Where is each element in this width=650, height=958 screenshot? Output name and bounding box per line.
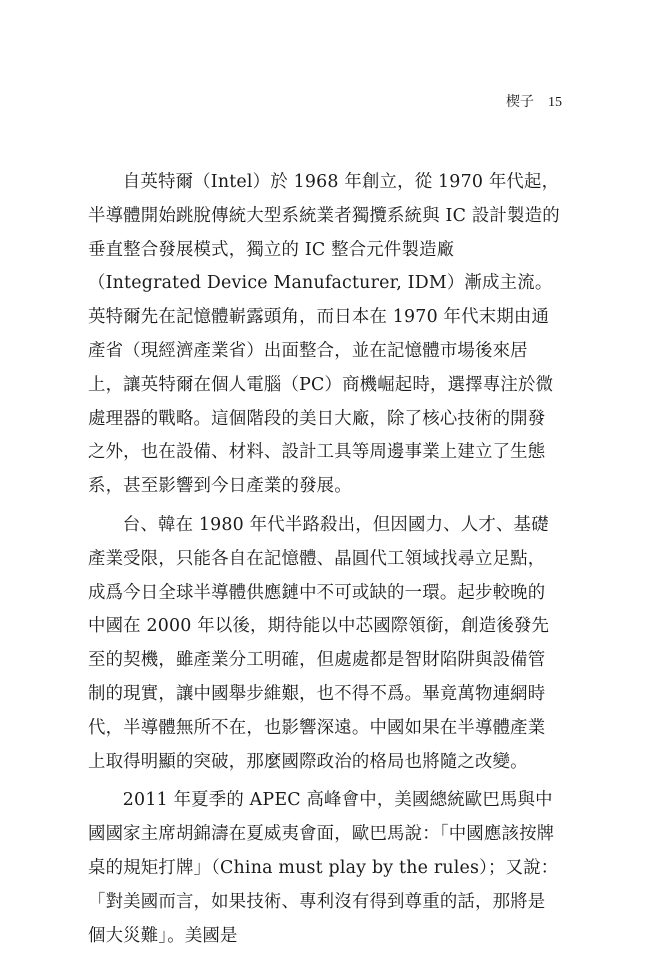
chapter-title: 楔子 bbox=[506, 94, 534, 110]
paragraph-2: 台、韓在 1980 年代半路殺出，但因國力、人才、基礎產業受限，只能各自在記憶體、晶圓代工領域找尋立足點，成爲今日全球半導體供應鏈中不可或缺的一環。起步較晚的中國在 2000 年以後，期待能以中芯國際領銜，創造後發先至的契機，雖產業分工明確，但處處都是智財陷阱與設備管制的現實，讓中國舉步維艱，也不得不爲。畢竟萬物連網時代，半導體無所不在，也影響深遠。中國如果在半導體產業上取得明顯的突破，那麼國際政治的格局也將隨之改變。 bbox=[88, 514, 550, 772]
paragraph-1: 自英特爾（Intel）於 1968 年創立，從 1970 年代起，半導體開始跳脫傳統大型系統業者獨攬系統與 IC 設計製造的垂直整合發展模式，獨立的 IC 整合元件製造廠（Integrated Device Manufacturer, IDM）漸成主流。英特爾先在記憶體嶄露頭角，而日本在 1970 年代末期由通產省（現經濟產業省）出面整合，並在記憶體市場後來居上，讓英特爾在個人電腦（PC）商機崛起時，選擇專注於微處理器的戰略。這個階段的美日大廠，除了核心技術的開發之外，也在設備、材料、設計工具等周邊事業上建立了生態系，甚至影響到今日產業的發展。 bbox=[88, 172, 560, 497]
paragraph-3: 2011 年夏季的 APEC 高峰會中，美國總統歐巴馬與中國國家主席胡錦濤在夏威夷會面，歐巴馬說：「中國應該按牌桌的規矩打牌」（China must play by the rules）；又說：「對美國而言，如果技術、專利沒有得到尊重的話，那將是個大災難」。美國是 bbox=[88, 790, 559, 946]
body-text bbox=[88, 166, 562, 958]
page-number: 15 bbox=[548, 95, 562, 110]
running-header bbox=[506, 95, 562, 110]
